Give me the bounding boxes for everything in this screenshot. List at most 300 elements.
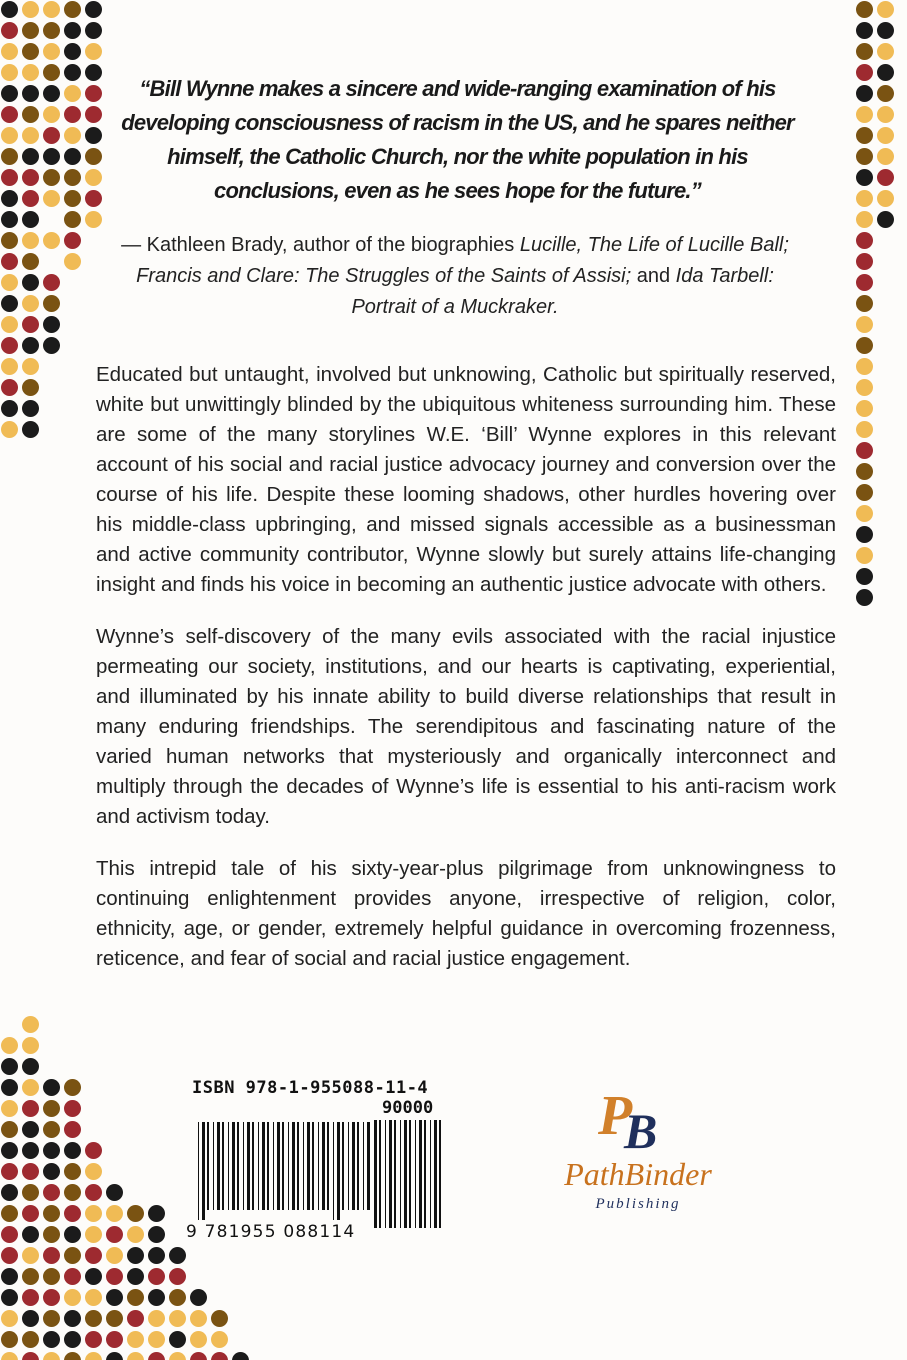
- decorative-dot: [43, 1226, 60, 1243]
- decorative-dot: [22, 1331, 39, 1348]
- decorative-dot: [1, 253, 18, 270]
- decorative-dot: [1, 148, 18, 165]
- barcode-bar: [288, 1122, 289, 1210]
- decorative-dot: [1, 337, 18, 354]
- decorative-dot: [22, 358, 39, 375]
- barcode-bar: [258, 1122, 259, 1210]
- decorative-dot: [43, 316, 60, 333]
- endorsement-quote: “Bill Wynne makes a sincere and wide-ranging examination of his developing consciousness of racism in the US, and he spares neither himself, the Catholic Church, nor the white population in his conclusions, even as he sees hope for the future.”: [121, 76, 794, 203]
- decorative-dot: [85, 1142, 102, 1159]
- decorative-dot: [43, 1184, 60, 1201]
- decorative-dot: [856, 295, 873, 312]
- decorative-dot: [22, 1289, 39, 1306]
- barcode-bar: [277, 1122, 280, 1210]
- decorative-dot: [64, 43, 81, 60]
- decorative-dot: [43, 190, 60, 207]
- decorative-dot: [85, 1352, 102, 1360]
- decorative-dot: [64, 1100, 81, 1117]
- decorative-dot: [169, 1289, 186, 1306]
- decorative-dot: [856, 127, 873, 144]
- publisher-logo: [528, 1085, 748, 1220]
- decorative-dot: [127, 1268, 144, 1285]
- barcode-bar: [267, 1122, 269, 1210]
- decorative-dot: [85, 1205, 102, 1222]
- decorative-dot: [43, 169, 60, 186]
- decorative-dot: [22, 1037, 39, 1054]
- decorative-dot: [877, 43, 894, 60]
- decorative-dot: [22, 169, 39, 186]
- monogram-p: P: [598, 1085, 633, 1147]
- barcode-bar: [307, 1122, 310, 1210]
- decorative-dot: [106, 1226, 123, 1243]
- decorative-dot: [148, 1205, 165, 1222]
- decorative-dot: [1, 127, 18, 144]
- decorative-dot: [85, 1289, 102, 1306]
- decorative-dot: [1, 43, 18, 60]
- decorative-dot: [64, 1163, 81, 1180]
- decorative-dot: [64, 1289, 81, 1306]
- decorative-dot: [43, 1289, 60, 1306]
- barcode-bar: [322, 1122, 325, 1210]
- decorative-dot: [106, 1247, 123, 1264]
- decorative-dot: [190, 1331, 207, 1348]
- decorative-dot: [22, 127, 39, 144]
- decorative-dot: [856, 400, 873, 417]
- decorative-dot: [64, 1268, 81, 1285]
- decorative-dot: [22, 1016, 39, 1033]
- decorative-dot: [64, 1352, 81, 1360]
- decorative-dot: [148, 1310, 165, 1327]
- decorative-dot: [106, 1352, 123, 1360]
- decorative-dot: [22, 379, 39, 396]
- decorative-dot: [1, 169, 18, 186]
- barcode-bar: [352, 1122, 355, 1210]
- decorative-dot: [85, 1226, 102, 1243]
- decorative-dot: [64, 253, 81, 270]
- barcode-bar: [198, 1122, 199, 1220]
- decorative-dot: [1, 1, 18, 18]
- decorative-dot: [232, 1352, 249, 1360]
- decorative-dot: [64, 1331, 81, 1348]
- decorative-dot: [64, 22, 81, 39]
- barcode-bar: [424, 1120, 426, 1228]
- decorative-dot: [127, 1331, 144, 1348]
- barcode-bars: [198, 1122, 370, 1220]
- decorative-dot: [1, 379, 18, 396]
- barcode-bar: [222, 1122, 224, 1210]
- decorative-dot: [64, 211, 81, 228]
- decorative-dot: [85, 1247, 102, 1264]
- decorative-dot: [856, 22, 873, 39]
- decorative-dot: [85, 64, 102, 81]
- dot-pattern-top-right: [855, 0, 907, 610]
- decorative-dot: [856, 316, 873, 333]
- decorative-dot: [64, 127, 81, 144]
- decorative-dot: [856, 148, 873, 165]
- barcode-bar: [430, 1120, 431, 1228]
- decorative-dot: [106, 1310, 123, 1327]
- decorative-dot: [64, 1205, 81, 1222]
- decorative-dot: [1, 1037, 18, 1054]
- decorative-dot: [856, 547, 873, 564]
- decorative-dot: [148, 1268, 165, 1285]
- decorative-dot: [190, 1289, 207, 1306]
- decorative-dot: [22, 1058, 39, 1075]
- decorative-dot: [85, 106, 102, 123]
- attribution-author: — Kathleen Brady, author of the biographies: [121, 234, 520, 256]
- dot-pattern-top-left: [0, 0, 110, 460]
- decorative-dot: [22, 1100, 39, 1117]
- decorative-dot: [1, 190, 18, 207]
- decorative-dot: [64, 106, 81, 123]
- decorative-dot: [127, 1205, 144, 1222]
- decorative-dot: [1, 421, 18, 438]
- decorative-dot: [85, 43, 102, 60]
- decorative-dot: [43, 1079, 60, 1096]
- barcode-bar: [207, 1122, 209, 1210]
- decorative-dot: [856, 211, 873, 228]
- decorative-dot: [148, 1289, 165, 1306]
- decorative-dot: [85, 211, 102, 228]
- decorative-dot: [22, 1268, 39, 1285]
- decorative-dot: [127, 1310, 144, 1327]
- barcode-bar: [273, 1122, 274, 1210]
- decorative-dot: [22, 1310, 39, 1327]
- decorative-dot: [43, 64, 60, 81]
- decorative-dot: [22, 22, 39, 39]
- barcode-bar: [232, 1122, 235, 1210]
- decorative-dot: [1, 1079, 18, 1096]
- barcode-bar: [202, 1122, 205, 1220]
- barcode-bar: [363, 1122, 364, 1210]
- book-description: [96, 360, 836, 996]
- description-paragraph-1: Educated but untaught, involved but unknowing, Catholic but spiritually reserved, white but unwittingly blinded by the ubiquitous whiteness surrounding him. These are some of the many storylines W.E. ‘Bill’ Wynne explores in this relevant account of his social and racial justice advocacy journey and conversion over the course of his life. Despite these looming shadows, other hurdles hovering over his middle-class upbringing, and missed signals accessible as a businessman and active community contributor, Wynne slowly but surely attains life-changing insight and finds his voice in becoming an authentic justice advocate with others.: [96, 363, 836, 596]
- barcode-bar: [333, 1122, 334, 1220]
- decorative-dot: [22, 295, 39, 312]
- barcode-bar: [262, 1122, 265, 1210]
- decorative-dot: [169, 1247, 186, 1264]
- barcode-bar: [367, 1122, 370, 1210]
- decorative-dot: [64, 148, 81, 165]
- decorative-dot: [64, 190, 81, 207]
- decorative-dot: [148, 1352, 165, 1360]
- decorative-dot: [856, 85, 873, 102]
- decorative-dot: [856, 274, 873, 291]
- barcode-bar: [252, 1122, 254, 1210]
- decorative-dot: [856, 64, 873, 81]
- attribution-books-2: Ida Tarbell: Portrait of a Muckraker.: [351, 265, 774, 318]
- decorative-dot: [1, 1163, 18, 1180]
- decorative-dot: [64, 1142, 81, 1159]
- decorative-dot: [64, 1079, 81, 1096]
- decorative-dot: [856, 358, 873, 375]
- decorative-dot: [22, 43, 39, 60]
- barcode-bar: [379, 1120, 381, 1228]
- decorative-dot: [856, 1, 873, 18]
- barcode-bar: [348, 1122, 349, 1210]
- decorative-dot: [85, 1, 102, 18]
- decorative-dot: [1, 1058, 18, 1075]
- monogram-b: B: [624, 1103, 658, 1159]
- barcode-bar: [217, 1122, 220, 1210]
- barcode-bar: [342, 1122, 344, 1210]
- isbn-label: ISBN 978-1-955088-11-4: [192, 1078, 429, 1098]
- decorative-dot: [127, 1289, 144, 1306]
- decorative-dot: [43, 1, 60, 18]
- publisher-name: PathBinder: [564, 1156, 712, 1192]
- description-paragraph-2: Wynne’s self-discovery of the many evils associated with the racial injustice permeating our society, institutions, and our hearts is captivating, experiential, and illuminated by his innate ability to build diverse relationships that result in many enduring friendships. The serendipitous and fascinating nature of the varied human networks that mysteriously and organically interconnect and multiply through the decades of Wynne’s life is essential to his anti-racism work and activism today.: [96, 625, 836, 828]
- decorative-dot: [211, 1352, 228, 1360]
- decorative-dot: [43, 337, 60, 354]
- decorative-dot: [169, 1310, 186, 1327]
- decorative-dot: [43, 106, 60, 123]
- decorative-dot: [22, 64, 39, 81]
- decorative-dot: [85, 148, 102, 165]
- decorative-dot: [43, 1352, 60, 1360]
- decorative-dot: [22, 190, 39, 207]
- description-paragraph-3: This intrepid tale of his sixty-year-plus pilgrimage from unknowingness to continuing enlightenment provides anyone, irrespective of religion, color, ethnicity, age, or gender, extremely helpful guidance in overcoming frozenness, reticence, and fear of social and racial justice engagement.: [96, 857, 836, 970]
- decorative-dot: [43, 232, 60, 249]
- barcode-bar: [228, 1122, 229, 1210]
- decorative-dot: [22, 400, 39, 417]
- attribution-books-1: Lucille, The Life of Lucille Ball; Francis and Clare: The Struggles of the Saints of Assisi;: [136, 234, 789, 287]
- barcode-bar: [404, 1120, 407, 1228]
- decorative-dot: [877, 127, 894, 144]
- decorative-dot: [1, 1226, 18, 1243]
- decorative-dot: [190, 1310, 207, 1327]
- decorative-dot: [22, 106, 39, 123]
- decorative-dot: [43, 85, 60, 102]
- attribution-connector: and: [631, 265, 676, 287]
- decorative-dot: [856, 463, 873, 480]
- decorative-dot: [64, 1226, 81, 1243]
- decorative-dot: [64, 169, 81, 186]
- decorative-dot: [43, 1331, 60, 1348]
- decorative-dot: [22, 1205, 39, 1222]
- decorative-dot: [856, 106, 873, 123]
- decorative-dot: [856, 43, 873, 60]
- decorative-dot: [1, 1100, 18, 1117]
- barcode-bar: [303, 1122, 304, 1210]
- barcode-bar: [337, 1122, 340, 1220]
- decorative-dot: [22, 1226, 39, 1243]
- barcode-bar: [400, 1120, 401, 1228]
- decorative-dot: [22, 211, 39, 228]
- barcode-bar: [374, 1120, 377, 1228]
- decorative-dot: [1, 1184, 18, 1201]
- decorative-dot: [64, 64, 81, 81]
- decorative-dot: [1, 85, 18, 102]
- decorative-dot: [64, 1121, 81, 1138]
- endorsement-attribution: [120, 230, 790, 323]
- decorative-dot: [1, 1121, 18, 1138]
- decorative-dot: [856, 232, 873, 249]
- barcode-bar: [415, 1120, 416, 1228]
- decorative-dot: [1, 1142, 18, 1159]
- decorative-dot: [856, 442, 873, 459]
- decorative-dot: [43, 274, 60, 291]
- decorative-dot: [1, 358, 18, 375]
- decorative-dot: [43, 1247, 60, 1264]
- publisher-subtitle: Publishing: [595, 1196, 681, 1212]
- decorative-dot: [22, 1, 39, 18]
- decorative-dot: [1, 274, 18, 291]
- decorative-dot: [22, 85, 39, 102]
- decorative-dot: [856, 484, 873, 501]
- decorative-dot: [127, 1352, 144, 1360]
- decorative-dot: [43, 1121, 60, 1138]
- barcode-bar: [292, 1122, 295, 1210]
- decorative-dot: [877, 211, 894, 228]
- decorative-dot: [1, 400, 18, 417]
- barcode-bar: [297, 1122, 299, 1210]
- barcode-bar: [385, 1120, 386, 1228]
- decorative-dot: [127, 1247, 144, 1264]
- decorative-dot: [1, 1247, 18, 1264]
- decorative-dot: [856, 421, 873, 438]
- decorative-dot: [43, 1100, 60, 1117]
- decorative-dot: [22, 1247, 39, 1264]
- decorative-dot: [85, 1268, 102, 1285]
- decorative-dot: [85, 190, 102, 207]
- decorative-dot: [1, 1289, 18, 1306]
- decorative-dot: [85, 1184, 102, 1201]
- decorative-dot: [148, 1331, 165, 1348]
- decorative-dot: [1, 22, 18, 39]
- barcode-bar: [434, 1120, 437, 1228]
- decorative-dot: [856, 169, 873, 186]
- decorative-dot: [22, 232, 39, 249]
- decorative-dot: [1, 1331, 18, 1348]
- decorative-dot: [190, 1352, 207, 1360]
- decorative-dot: [856, 505, 873, 522]
- decorative-dot: [22, 1163, 39, 1180]
- decorative-dot: [877, 22, 894, 39]
- decorative-dot: [856, 379, 873, 396]
- decorative-dot: [877, 85, 894, 102]
- decorative-dot: [43, 1310, 60, 1327]
- decorative-dot: [22, 337, 39, 354]
- decorative-dot: [106, 1184, 123, 1201]
- barcode-bar: [318, 1122, 319, 1210]
- decorative-dot: [1, 1310, 18, 1327]
- decorative-dot: [43, 1205, 60, 1222]
- decorative-dot: [85, 1163, 102, 1180]
- barcode-bar: [327, 1122, 329, 1210]
- decorative-dot: [148, 1247, 165, 1264]
- decorative-dot: [22, 1079, 39, 1096]
- decorative-dot: [211, 1310, 228, 1327]
- decorative-dot: [169, 1331, 186, 1348]
- decorative-dot: [43, 22, 60, 39]
- decorative-dot: [877, 190, 894, 207]
- decorative-dot: [22, 1121, 39, 1138]
- decorative-dot: [148, 1226, 165, 1243]
- decorative-dot: [85, 169, 102, 186]
- decorative-dot: [106, 1268, 123, 1285]
- decorative-dot: [43, 1142, 60, 1159]
- barcode-bar: [213, 1122, 214, 1210]
- decorative-dot: [1, 64, 18, 81]
- decorative-dot: [43, 127, 60, 144]
- decorative-dot: [856, 589, 873, 606]
- decorative-dot: [64, 1247, 81, 1264]
- price-code: 90000: [382, 1098, 434, 1118]
- barcode-bar: [247, 1122, 250, 1210]
- decorative-dot: [1, 1205, 18, 1222]
- decorative-dot: [856, 568, 873, 585]
- decorative-dot: [43, 295, 60, 312]
- barcode-digits: 9 781955 088114: [186, 1222, 356, 1242]
- decorative-dot: [877, 1, 894, 18]
- barcode-addon-bars: [374, 1120, 442, 1238]
- decorative-dot: [64, 85, 81, 102]
- barcode-bar: [409, 1120, 411, 1228]
- decorative-dot: [64, 1184, 81, 1201]
- decorative-dot: [106, 1205, 123, 1222]
- decorative-dot: [22, 1184, 39, 1201]
- decorative-dot: [169, 1268, 186, 1285]
- decorative-dot: [22, 1142, 39, 1159]
- barcode-bar: [282, 1122, 284, 1210]
- barcode-bar: [394, 1120, 396, 1228]
- decorative-dot: [85, 127, 102, 144]
- decorative-dot: [85, 22, 102, 39]
- decorative-dot: [64, 1, 81, 18]
- decorative-dot: [127, 1226, 144, 1243]
- barcode-bar: [237, 1122, 239, 1210]
- decorative-dot: [856, 253, 873, 270]
- decorative-dot: [877, 64, 894, 81]
- decorative-dot: [85, 1310, 102, 1327]
- decorative-dot: [22, 316, 39, 333]
- decorative-dot: [169, 1352, 186, 1360]
- decorative-dot: [22, 274, 39, 291]
- decorative-dot: [211, 1331, 228, 1348]
- decorative-dot: [85, 1331, 102, 1348]
- decorative-dot: [856, 190, 873, 207]
- decorative-dot: [856, 526, 873, 543]
- decorative-dot: [22, 1352, 39, 1360]
- isbn-barcode: [186, 1078, 446, 1248]
- decorative-dot: [43, 1268, 60, 1285]
- barcode-bar: [389, 1120, 392, 1228]
- decorative-dot: [64, 232, 81, 249]
- decorative-dot: [1, 295, 18, 312]
- decorative-dot: [856, 337, 873, 354]
- barcode-bar: [312, 1122, 314, 1210]
- barcode-bar: [243, 1122, 244, 1210]
- decorative-dot: [43, 43, 60, 60]
- decorative-dot: [1, 316, 18, 333]
- decorative-dot: [877, 148, 894, 165]
- barcode-bar: [439, 1120, 441, 1228]
- publisher-monogram: [598, 1085, 678, 1160]
- decorative-dot: [877, 106, 894, 123]
- barcode-bar: [419, 1120, 422, 1228]
- decorative-dot: [106, 1331, 123, 1348]
- decorative-dot: [64, 1310, 81, 1327]
- decorative-dot: [1, 232, 18, 249]
- decorative-dot: [1, 1268, 18, 1285]
- decorative-dot: [877, 169, 894, 186]
- decorative-dot: [106, 1289, 123, 1306]
- decorative-dot: [43, 1163, 60, 1180]
- decorative-dot: [1, 211, 18, 228]
- decorative-dot: [22, 148, 39, 165]
- barcode-bar: [357, 1122, 359, 1210]
- decorative-dot: [22, 253, 39, 270]
